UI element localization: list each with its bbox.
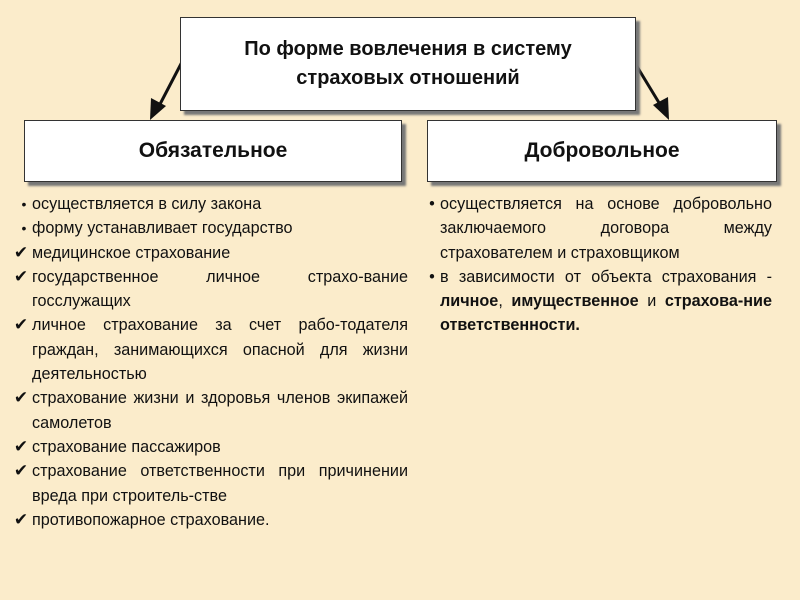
bullet-icon: • [429,195,435,213]
list-item: ✔ противопожарное страхование. [10,508,408,532]
checkmark-icon: ✔ [13,315,29,335]
bullet-icon: • [429,267,435,286]
list-item: ✔ страхование жизни и здоровья членов экипажей самолетов [10,386,408,435]
mandatory-list [10,192,408,532]
arrow-right-head [653,97,669,120]
list-item: ✔ страхование пассажиров [10,435,408,459]
header-line-1: По форме вовлечения в систему [244,38,572,60]
checkmark-icon: ✔ [13,242,29,262]
list-item: • в зависимости от объекта страхования - личное, имущественное и страхова-ние ответственности. [432,265,772,338]
voluntary-list [429,192,772,338]
list-item: ✔ медицинское страхование [10,241,408,265]
list-item: ✔ страхование ответственности при причинении вреда при строитель-стве [10,459,408,508]
checkmark-icon: ✔ [13,388,29,408]
mandatory-title: Обязательное [138,139,288,162]
header-line-2: страховых отношений [296,67,520,89]
mandatory-box [24,120,402,182]
checkmark-icon: ✔ [13,509,29,529]
arrow-right [633,60,661,106]
list-item: • осуществляется на основе добровольно заключаемого договора между страхователем и страховщиком [432,192,772,265]
header-box [180,17,636,111]
voluntary-title: Добровольное [524,139,680,162]
list-item: • осуществляется в силу закона [10,192,408,216]
personal-insurance-term: личное [440,292,499,311]
list-item: ✔ личное страхование за счет рабо-тодателя граждан, занимающихся опасной для жизни деятельностью [10,313,408,386]
list-item: • форму устанавливает государство [10,216,408,240]
voluntary-box [427,120,777,182]
bullet-icon: • [21,220,27,237]
property-insurance-term: имущественное [511,292,639,311]
bullet-icon: • [21,196,27,212]
checkmark-icon: ✔ [13,266,29,286]
list-item: ✔ государственное личное страхо-вание госслужащих [10,265,408,314]
checkmark-icon: ✔ [13,436,29,456]
arrow-left-head [150,98,166,120]
liability-insurance-term: страхова-ние ответственности. [440,292,772,335]
checkmark-icon: ✔ [13,461,29,481]
